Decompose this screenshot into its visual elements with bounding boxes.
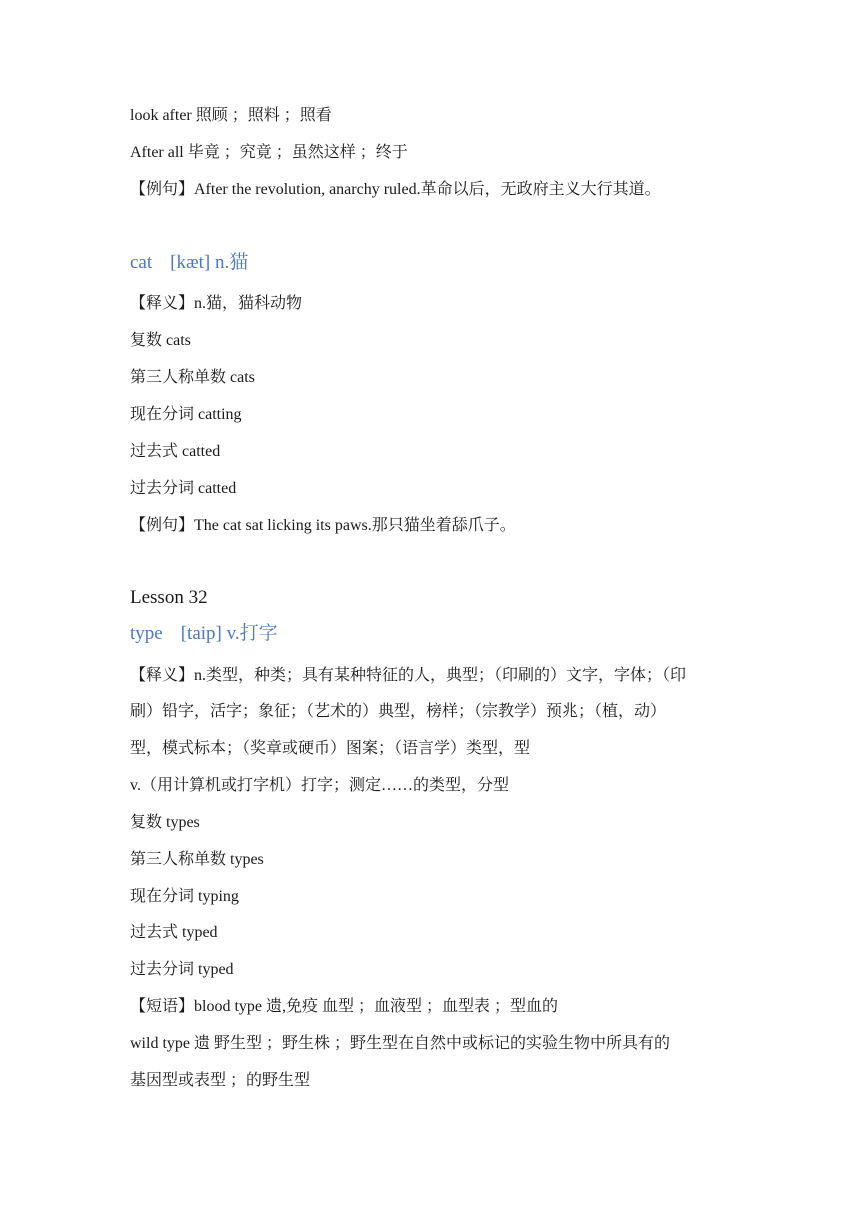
type-phrase-line-1: 【短语】blood type 遗,免疫 血型 ；血液型 ；血型表 ；型血的	[130, 998, 558, 1015]
cat-present-participle: 现在分词 catting	[130, 406, 242, 423]
lesson-title: Lesson 32	[130, 587, 208, 608]
example-revolution: 【例句】After the revolution, anarchy ruled.革命以后，无政府主义大行其道。	[130, 181, 661, 198]
type-meaning-line-2: 刷）铅字，活字；象征；（艺术的）典型，榜样；（宗教学）预兆；（植，动）	[130, 703, 667, 720]
cat-past-participle: 过去分词 catted	[130, 480, 237, 497]
type-present-participle: 现在分词 typing	[130, 888, 239, 905]
headword-type-pron: [taip] v.打字	[180, 623, 278, 644]
entry-heading-cat	[130, 252, 248, 274]
entry-heading-type	[130, 623, 278, 645]
phrase-after-all: After all 毕竟 ；究竟 ；虽然这样 ；终于	[130, 144, 408, 161]
cat-plural: 复数 cats	[130, 332, 191, 349]
headword-cat: cat	[130, 252, 153, 273]
type-meaning-line-1: 【释义】n.类型，种类；具有某种特征的人，典型；（印刷的）文字，字体；（印	[130, 667, 687, 684]
type-verb-meaning: v.（用计算机或打字机）打字；测定……的类型，分型	[130, 777, 509, 794]
headword-type: type	[130, 623, 163, 644]
cat-example: 【例句】The cat sat licking its paws.那只猫坐着舔爪子。	[130, 517, 516, 534]
type-phrase-line-2: wild type 遗 野生型 ；野生株 ；野生型在自然中或标记的实验生物中所具有的	[130, 1035, 670, 1052]
cat-third-person: 第三人称单数 cats	[130, 369, 255, 386]
phrase-look-after: look after 照顾 ；照料 ；照看	[130, 107, 332, 124]
headword-cat-pron: [kæt] n.猫	[170, 252, 249, 273]
type-past-participle: 过去分词 typed	[130, 961, 234, 978]
type-phrase-line-3: 基因型或表型 ；的野生型	[130, 1072, 311, 1089]
cat-meaning: 【释义】n.猫，猫科动物	[130, 295, 303, 312]
type-meaning-line-3: 型，模式标本；（奖章或硬币）图案；（语言学）类型，型	[130, 740, 531, 757]
type-past-tense: 过去式 typed	[130, 924, 218, 941]
type-third-person: 第三人称单数 types	[130, 851, 264, 868]
cat-past-tense: 过去式 catted	[130, 443, 221, 460]
type-plural: 复数 types	[130, 814, 200, 831]
